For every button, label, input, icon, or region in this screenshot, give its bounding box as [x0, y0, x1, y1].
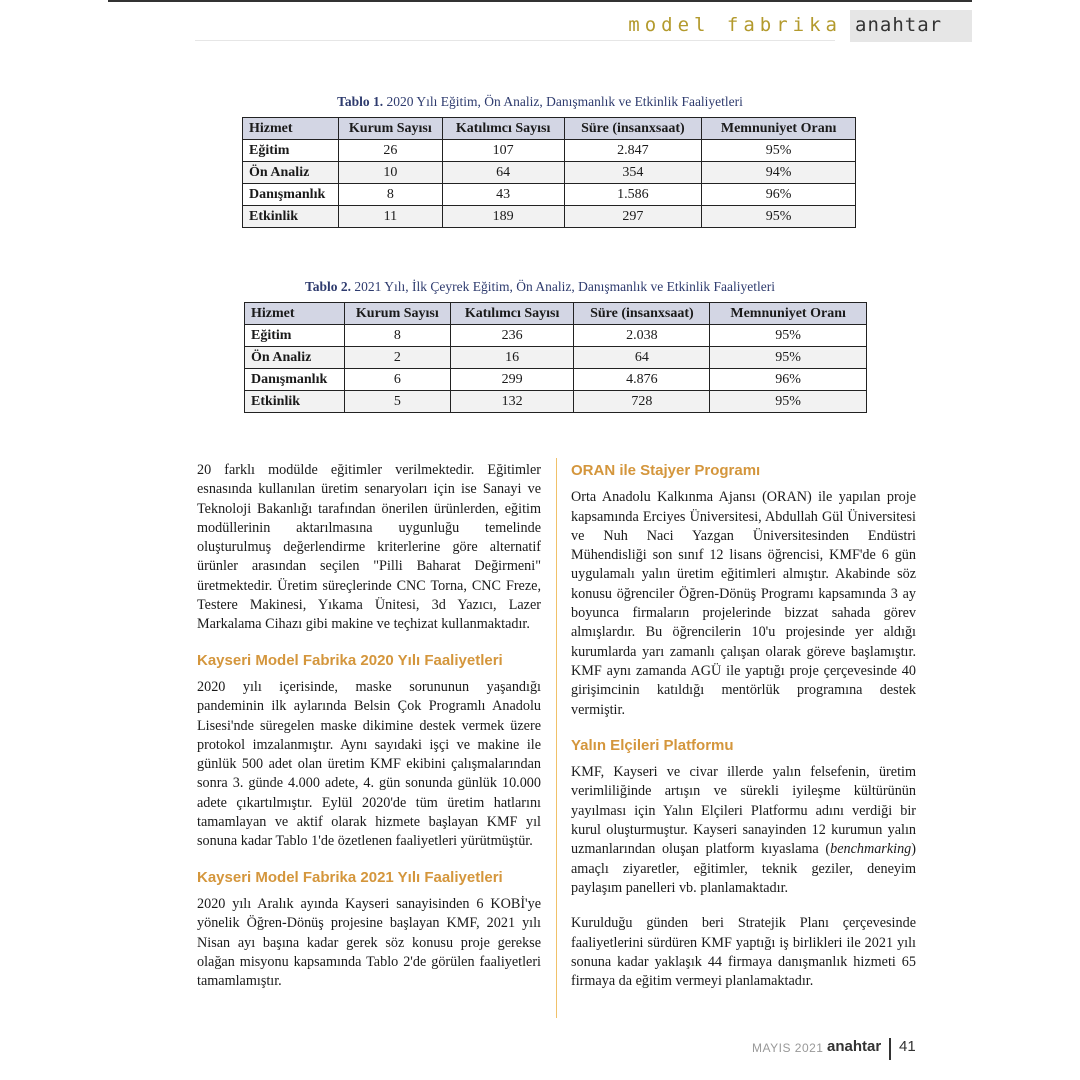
table-cell: 6 — [344, 369, 450, 391]
heading-2020-activities: Kayseri Model Fabrika 2020 Yılı Faaliyetleri — [197, 651, 503, 669]
heading-2021-activities: Kayseri Model Fabrika 2021 Yılı Faaliyetleri — [197, 868, 503, 886]
table-row — [245, 391, 867, 413]
page-number: 41 — [899, 1038, 916, 1055]
table-cell: 299 — [450, 369, 574, 391]
right-paragraph-1: Orta Anadolu Kalkınma Ajansı (ORAN) ile yapılan proje kapsamında Erciyes Üniversitesi, Abdullah Gül Üniversitesi ve Nuh Naci Yazgan Üniversitesinden Endüstri Mühendisliği son sınıf 12 lisans öğrencisi, KMF'de 6 gün uygulamalı yalın üretim eğitimleri almıştır. Akabinde söz konusu öğrenciler Öğren-Dönüş Programı kapsamında 3 ay boyunca firmaların projelerinde bizzat sahada görev almışlardır. Bu öğrencilerin 10'u projesinde yer aldığı kurumlarda yarı zamanlı çalışan olarak göreve başlamıştır. KMF aynı zamanda AGÜ ile yaptığı proje çerçevesinde 40 girişimcinin katıldığı mentörlük programına destek vermiştir. — [571, 489, 916, 718]
table-row — [245, 369, 867, 391]
column-divider — [556, 458, 557, 1018]
table-row — [243, 184, 856, 206]
header-divider — [195, 40, 835, 41]
table-row — [245, 325, 867, 347]
table-cell: 236 — [450, 325, 574, 347]
page-header — [0, 0, 1080, 44]
table-cell: 8 — [344, 325, 450, 347]
row-label-cell: Ön Analiz — [245, 347, 345, 369]
right-paragraph-3: Kurulduğu günden beri Stratejik Planı çerçevesinde faaliyetlerini sürdüren KMF yaptığı iş birlikleri ile 2021 yılı sonuna kadar yaklaşık 44 firmaya danışmanlık hizmeti 65 firmaya da eğitim vermeyi planlamaktadır. — [571, 915, 916, 990]
table-2021-q1-activities — [244, 302, 867, 413]
row-label-cell: Etkinlik — [243, 206, 339, 228]
column-header: Katılımcı Sayısı — [442, 118, 564, 140]
table-cell: 4.876 — [574, 369, 710, 391]
heading-oran-intern-program: ORAN ile Stajyer Programı — [571, 462, 761, 479]
row-label-cell: Etkinlik — [245, 391, 345, 413]
column-header: Katılımcı Sayısı — [450, 303, 574, 325]
column-header: Süre (insanxsaat) — [564, 118, 702, 140]
row-label-cell: Eğitim — [245, 325, 345, 347]
footer-magazine-name: anahtar — [827, 1038, 882, 1055]
benchmarking-term: benchmarking — [830, 841, 912, 858]
right-paragraph-2-part-b: ) amaçlı ziyaretler, eğitimler, teknik geziler, deneyim paylaşım panelleri vb. planlamaktadır. — [571, 841, 916, 896]
table-cell: 132 — [450, 391, 574, 413]
table-cell: 16 — [450, 347, 574, 369]
header-section-title: model fabrika — [628, 14, 842, 36]
table-2020-activities — [242, 117, 856, 228]
table-header-row — [243, 118, 856, 140]
table-cell: 95% — [710, 391, 867, 413]
column-header: Hizmet — [243, 118, 339, 140]
table2-caption-label: Tablo 2. — [305, 279, 352, 294]
table1-caption — [0, 94, 1080, 110]
column-header: Memnuniyet Oranı — [710, 303, 867, 325]
table-cell: 5 — [344, 391, 450, 413]
column-header: Süre (insanxsaat) — [574, 303, 710, 325]
row-label-cell: Danışmanlık — [243, 184, 339, 206]
table-cell: 64 — [574, 347, 710, 369]
table-row — [243, 162, 856, 184]
table-cell: 107 — [442, 140, 564, 162]
table-cell: 26 — [338, 140, 442, 162]
table-cell: 95% — [702, 206, 856, 228]
left-paragraph-3: 2020 yılı Aralık ayında Kayseri sanayisinden 6 KOBİ'ye yönelik Öğren-Dönüş projesine başlayan KMF, 2021 yılı Nisan ayı başına kadar gerek söz konusu proje gerekse olağan misyonu kapsamında Tablo 2'de görülen faaliyetleri tamamlamıştır. — [197, 895, 541, 990]
table-row — [243, 206, 856, 228]
table-row — [243, 140, 856, 162]
column-header: Kurum Sayısı — [344, 303, 450, 325]
table-cell: 95% — [702, 140, 856, 162]
header-magazine-name: anahtar — [855, 14, 943, 36]
column-header: Memnuniyet Oranı — [702, 118, 856, 140]
footer-divider — [889, 1038, 891, 1060]
column-header: Kurum Sayısı — [338, 118, 442, 140]
table-cell: 96% — [702, 184, 856, 206]
table2-caption — [0, 279, 1080, 295]
table-cell: 354 — [564, 162, 702, 184]
table-cell: 297 — [564, 206, 702, 228]
table-cell: 2.847 — [564, 140, 702, 162]
table-cell: 96% — [710, 369, 867, 391]
table-row — [245, 347, 867, 369]
left-paragraph-2: 2020 yılı içerisinde, maske sorununun yaşandığı pandeminin ilk aylarında Belsin Çok Programlı Anadolu Lisesi'nde süregelen maske dikimine destek vermek üzere protokol imzalanmıştır. Aynı sayıdaki işçi ve makine ile günlük 500 adet olan üretim KMF ekibini çalışmalarından sonra 3. günde 4.000 adete, 4. gün sonunda günlük 10.000 adete çıkartılmıştır. Eylül 2020'de tüm üretim hatlarını tamamlayan ve aktif olarak hizmete başlayan KMF yıl sonuna kadar Tablo 1'de özetlenen faaliyetleri yürütmüştür. — [197, 678, 541, 850]
table2-caption-text: 2021 Yılı, İlk Çeyrek Eğitim, Ön Analiz, Danışmanlık ve Etkinlik Faaliyetleri — [351, 279, 775, 294]
table1-caption-label: Tablo 1. — [337, 94, 384, 109]
table-cell: 189 — [442, 206, 564, 228]
page-footer — [0, 1038, 1080, 1060]
table-header-row — [245, 303, 867, 325]
table-cell: 728 — [574, 391, 710, 413]
column-header: Hizmet — [245, 303, 345, 325]
right-paragraph-2-part-a: KMF, Kayseri ve civar illerde yalın felsefenin, üretim verimliliğinde artışın ve sürekli iyileşme kültürünün yayılması için Yalın Elçileri Platformu adını verdiği bir kurul oluşturmuştur. Kayseri sanayinden 12 kurumun yalın uzmanlarından oluşan platform kıyaslama ( — [571, 764, 916, 858]
footer-issue-date: MAYIS 2021 — [752, 1041, 824, 1055]
table-cell: 95% — [710, 347, 867, 369]
row-label-cell: Eğitim — [243, 140, 339, 162]
table-cell: 95% — [710, 325, 867, 347]
row-label-cell: Danışmanlık — [245, 369, 345, 391]
table-cell: 11 — [338, 206, 442, 228]
left-column — [197, 461, 541, 1007]
table-cell: 2 — [344, 347, 450, 369]
table1-caption-text: 2020 Yılı Eğitim, Ön Analiz, Danışmanlık ve Etkinlik Faaliyetleri — [383, 94, 743, 109]
heading-lean-ambassadors: Yalın Elçileri Platformu — [571, 736, 734, 754]
table-cell: 2.038 — [574, 325, 710, 347]
row-label-cell: Ön Analiz — [243, 162, 339, 184]
table-cell: 10 — [338, 162, 442, 184]
table-cell: 94% — [702, 162, 856, 184]
table-cell: 43 — [442, 184, 564, 206]
table-cell: 8 — [338, 184, 442, 206]
left-paragraph-1: 20 farklı modülde eğitimler verilmektedir. Eğitimler esnasında kullanılan üretim senaryoları için ise Sanayi ve Teknoloji Bakanlığı tarafından önerilen ürünlerden, eğitim modüllerinin aktarılmasına uygunluğu temelinde oluşturulmuş değerlendirme kriterlerine göre alternatif ürünler arasından seçilen "Pilli Baharat Değirmeni" üretmektedir. Üretim süreçlerinde CNC Torna, CNC Freze, Testere Makinesi, Yıkama Ünitesi, 3d Yazıcı, Lazer Markalama Cihazı gibi makine ve teçhizat kullanmaktadır. — [197, 462, 541, 633]
table-cell: 64 — [442, 162, 564, 184]
right-paragraph-2 — [571, 763, 916, 898]
right-column — [571, 461, 916, 1007]
table-cell: 1.586 — [564, 184, 702, 206]
